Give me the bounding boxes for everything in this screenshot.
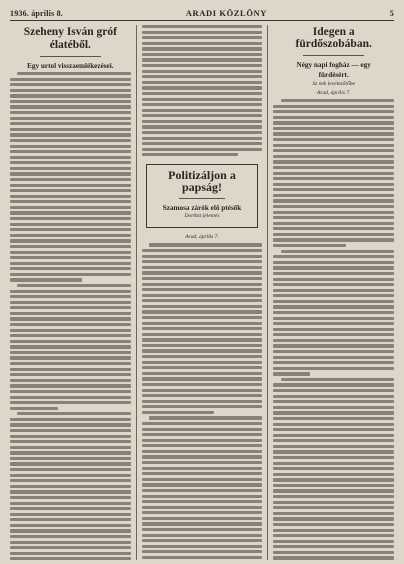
columns — [10, 25, 394, 560]
paragraph — [273, 99, 394, 247]
article-3-body — [273, 99, 394, 560]
column-2-top-body — [142, 25, 263, 156]
article-3-subheadline: Négy napi fogház — egy — [296, 61, 371, 69]
column-2 — [136, 25, 268, 560]
article-2-source: Dortbzt jelentés — [184, 213, 220, 220]
paragraph — [10, 72, 131, 282]
paragraph — [142, 25, 263, 156]
paragraph — [10, 412, 131, 560]
paragraph — [273, 250, 394, 376]
divider — [303, 55, 364, 56]
article-1-subheadline: Egy urtol visszaemlékezései. — [27, 62, 114, 70]
divider — [179, 198, 226, 199]
issue-date: 1936. április 8. — [10, 9, 63, 18]
masthead — [10, 8, 394, 21]
page-number: 5 — [389, 9, 394, 18]
paragraph — [142, 416, 263, 560]
article-2-body — [142, 234, 263, 560]
article-3-source: Sz nek levelezőtőbe — [312, 81, 355, 87]
article-1-headline: Szeheny Isván gróf — [23, 26, 117, 38]
paragraph — [273, 378, 394, 560]
column-3 — [267, 25, 394, 560]
paragraph — [10, 284, 131, 410]
column-1 — [10, 25, 136, 560]
article-2-headline-box — [146, 164, 259, 228]
article-2-subheadline: Szamosa zárók elő ptésők — [162, 204, 242, 213]
article-1-body — [10, 72, 131, 560]
article-3-headline: Idegen a fürdőszobában. — [295, 26, 372, 50]
article-3-subheadline-2: fürdésért. — [318, 71, 349, 79]
paper-title: ARADI KÖZLÖNY — [185, 8, 268, 18]
article-1-headline-2: élatéből. — [49, 39, 91, 51]
article-2-dateline: Arad, április 7. — [185, 234, 219, 241]
article-2-headline: Politizáljon a papság! — [168, 168, 236, 195]
paragraph — [142, 243, 263, 414]
article-3-dateline: Arad, április 7. — [316, 90, 351, 96]
divider — [40, 56, 101, 57]
